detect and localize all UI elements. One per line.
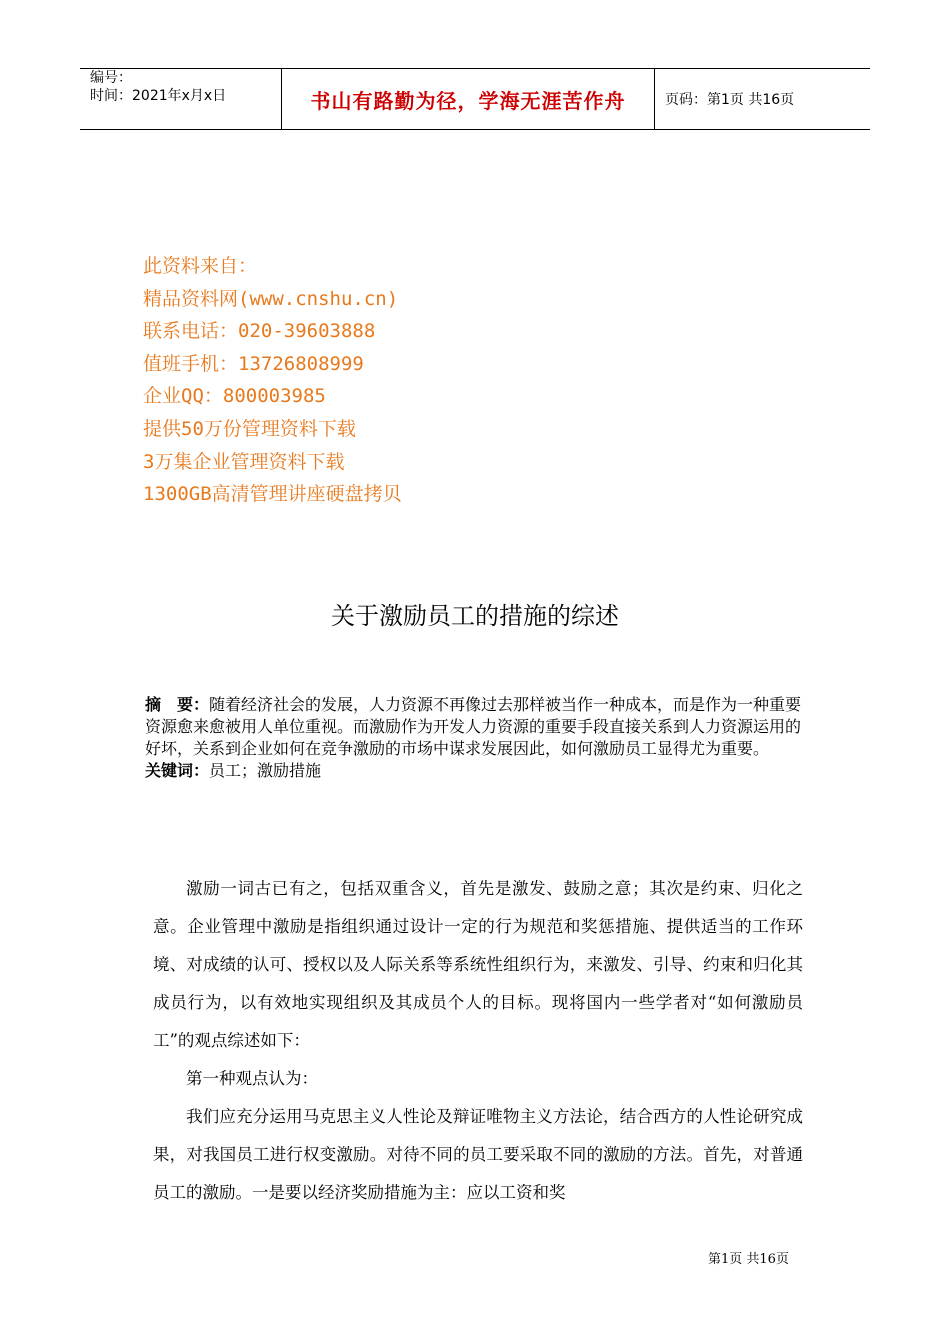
source-info-block xyxy=(143,250,402,511)
document-title: 关于激励员工的措施的综述 xyxy=(331,602,619,630)
page-code: 页码：第1页 共16页 xyxy=(665,92,795,108)
abstract-label: 摘 要： xyxy=(145,695,210,714)
source-info-line: 联系电话：020-39603888 xyxy=(143,320,376,343)
keywords-label: 关键词： xyxy=(145,761,210,780)
source-info-line: 此资料来自： xyxy=(143,255,258,277)
abstract-text: 随着经济社会的发展，人力资源不再像过去那样被当作一种成本，而是作为一种重要资源愈来愈被用人单位重视。而激励作为开发人力资源的重要手段直接关系到人力资源运用的好坏，关系到企业如何在竞争激励的市场中谋求发展因此，如何激励员工显得尤为重要。 xyxy=(145,695,802,758)
body-paragraph: 激励一词古已有之，包括双重含义，首先是激发、鼓励之意；其次是约束、归化之意。企业管理中激励是指组织通过设计一定的行为规范和奖惩措施、提供适当的工作环境、对成绩的认可、授权以及人际关系等系统性组织行为，来激发、引导、约束和归化其成员行为，以有效地实现组织及其成员个人的目标。现将国内一些学者对“如何激励员工”的观点综述如下： xyxy=(153,879,803,1050)
motto: 书山有路勤为径，学海无涯苦作舟 xyxy=(310,88,626,113)
abstract-section xyxy=(145,694,815,782)
body-text xyxy=(153,870,803,1212)
source-info-line: 值班手机：13726808999 xyxy=(143,352,364,375)
source-info-line: 1300GB高清管理讲座硬盘拷贝 xyxy=(143,483,402,506)
document-header xyxy=(80,68,870,130)
body-paragraph: 我们应充分运用马克思主义人性论及辩证唯物主义方法论，结合西方的人性论研究成果，对我国员工进行权变激励。对待不同的员工要采取不同的激励的方法。首先，对普通员工的激励。一是要以经济奖励措施为主：应以工资和奖 xyxy=(153,1107,803,1202)
serial-number-label: 编号： xyxy=(90,70,132,86)
header-motto-cell xyxy=(282,69,655,129)
keywords-paragraph xyxy=(145,760,815,782)
source-info-line: 3万集企业管理资料下载 xyxy=(143,450,345,473)
header-page-cell xyxy=(655,69,870,129)
source-info-line: 提供50万份管理资料下载 xyxy=(143,417,356,440)
source-info-line: 企业QQ：800003985 xyxy=(143,385,326,408)
header-meta-cell xyxy=(80,69,282,129)
body-paragraph: 第一种观点认为： xyxy=(186,1069,318,1088)
source-info-line: 精品资料网(www.cnshu.cn) xyxy=(143,287,399,310)
keywords-text: 员工；激励措施 xyxy=(209,761,322,780)
date-label: 时间：2021年x月x日 xyxy=(90,88,227,104)
page-footer: 第1页 共16页 xyxy=(708,1252,789,1267)
abstract-paragraph xyxy=(145,694,815,760)
